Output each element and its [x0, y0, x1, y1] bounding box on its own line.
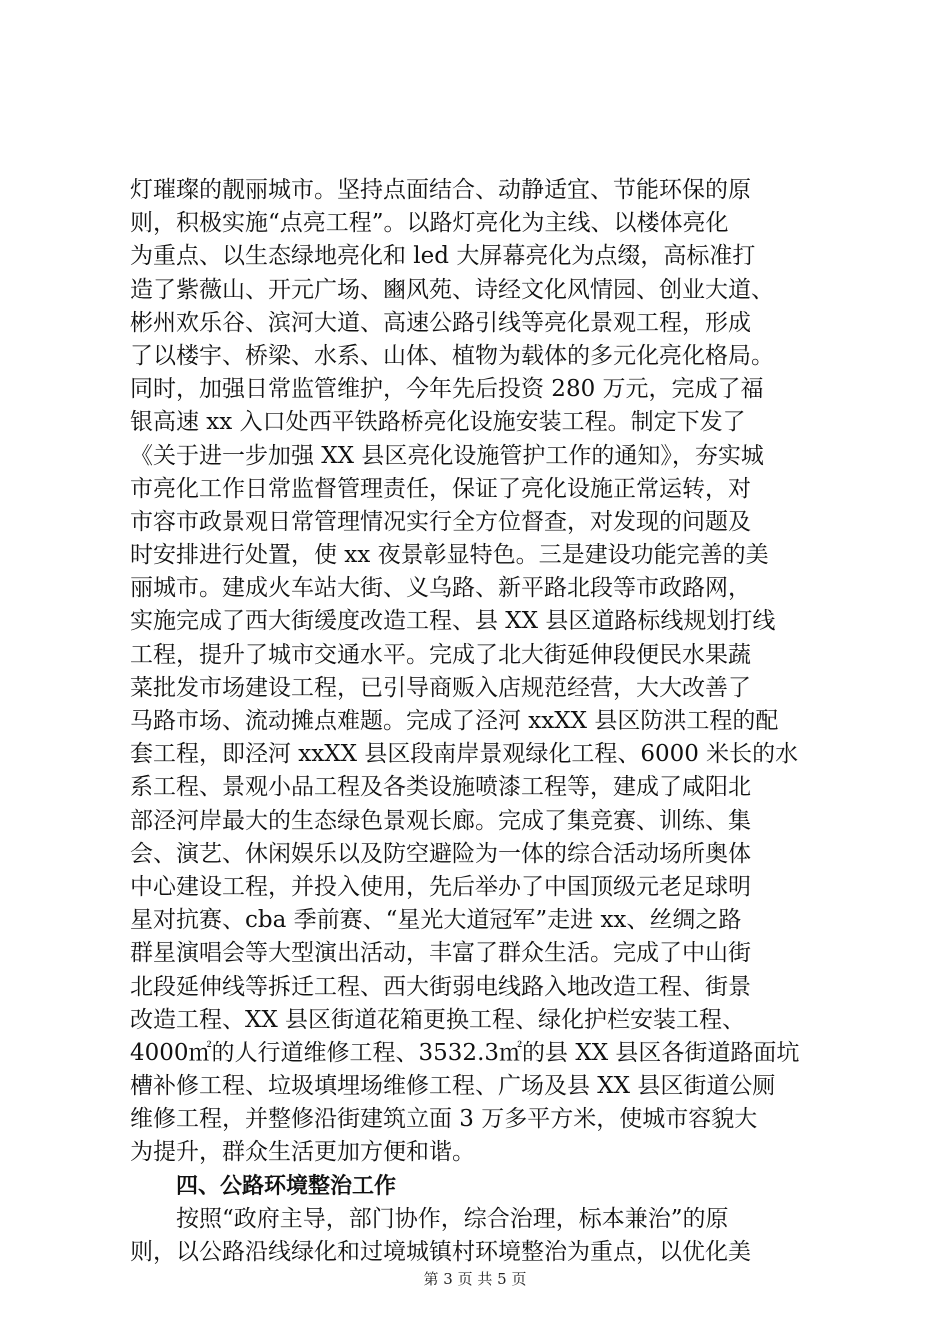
text-line: 同时，加强日常监管维护，今年先后投资 280 万元，完成了福 [130, 376, 764, 403]
text-line: 菜批发市场建设工程，已引导商贩入店规范经营，大大改善了 [130, 674, 751, 701]
text-line: 为重点、以生态绿地亮化和 led 大屏幕亮化为点缀，高标准打 [130, 243, 756, 270]
text-line: 为提升，群众生活更加方便和谐。 [130, 1139, 475, 1166]
text-line: 市容市政景观日常管理情况实行全方位督查，对发现的问题及 [130, 508, 751, 535]
text-line: 实施完成了西大街缓度改造工程、县 XX 县区道路标线规划打线 [130, 608, 776, 635]
text-line: 时安排进行处置，使 xx 夜景彰显特色。三是建设功能完善的美 [130, 542, 769, 569]
text-line: 群星演唱会等大型演出活动，丰富了群众生活。完成了中山街 [130, 940, 751, 967]
text-line: 马路市场、流动摊点难题。完成了泾河 xxXX 县区防洪工程的配 [130, 708, 779, 734]
text-line: 银高速 xx 入口处西平铁路桥亮化设施安装工程。制定下发了 [130, 409, 746, 436]
text-line: 系工程、景观小品工程及各类设施喷漆工程等，建成了咸阳北 [130, 774, 751, 801]
text-line: 彬州欢乐谷、滨河大道、高速公路引线等亮化景观工程，形成 [130, 309, 751, 336]
text-line: 4000㎡的人行道维修工程、3532.3㎡的县 XX 县区各街道路面坑 [130, 1039, 800, 1066]
text-line: 套工程，即泾河 xxXX 县区段南岸景观绿化工程、6000 米长的水 [130, 741, 799, 768]
text-line: 灯璀璨的靓丽城市。坚持点面结合、动静适宜、节能环保的原 [130, 177, 751, 203]
text-line: 北段延伸线等拆迁工程、西大街弱电线路入地改造工程、街景 [130, 973, 751, 1000]
text-line: 则，以公路沿线绿化和过境城镇村环境整治为重点，以优化美 [130, 1239, 751, 1265]
text-line: 维修工程，并整修沿街建筑立面 3 万多平方米，使城市容貌大 [130, 1106, 758, 1133]
text-line: 中心建设工程，并投入使用，先后举办了中国顶级元老足球明 [130, 873, 751, 900]
text-line: 丽城市。建成火车站大街、义乌路、新平路北段等市政路网， [130, 575, 751, 602]
text-line: 槽补修工程、垃圾填埋场维修工程、广场及县 XX 县区街道公厕 [130, 1073, 776, 1100]
document-body [130, 174, 840, 1269]
text-line: 市亮化工作日常监督管理责任，保证了亮化设施正常运转，对 [130, 475, 751, 502]
text-line: 会、演艺、休闲娱乐以及防空避险为一体的综合活动场所奥体 [130, 840, 751, 867]
text-line: 改造工程、XX 县区街道花箱更换工程、绿化护栏安装工程、 [130, 1006, 746, 1033]
text-line: 《关于进一步加强 XX 县区亮化设施管护工作的通知》，夯实城 [130, 442, 764, 469]
text-line: 造了紫薇山、开元广场、豳风苑、诗经文化风情园、创业大道、 [130, 276, 774, 303]
text-line: 部泾河岸最大的生态绿色景观长廊。完成了集竞赛、训练、集 [130, 807, 751, 834]
text-line: 则，积极实施“点亮工程”。以路灯亮化为主线、以楼体亮化 [130, 210, 729, 237]
text-line: 了以楼宇、桥梁、水系、山体、植物为载体的多元化亮化格局。 [130, 342, 774, 369]
page-footer: 第 3 页 共 5 页 [423, 1270, 527, 1288]
text-line: 星对抗赛、cba 季前赛、“星光大道冠军”走进 xx、丝绸之路 [130, 907, 742, 934]
text-line: 按照“政府主导，部门协作，综合治理，标本兼治”的原 [176, 1205, 729, 1232]
text-line: 工程，提升了城市交通水平。完成了北大街延伸段便民水果蔬 [130, 641, 751, 668]
section-heading: 四、公路环境整治工作 [176, 1173, 397, 1199]
